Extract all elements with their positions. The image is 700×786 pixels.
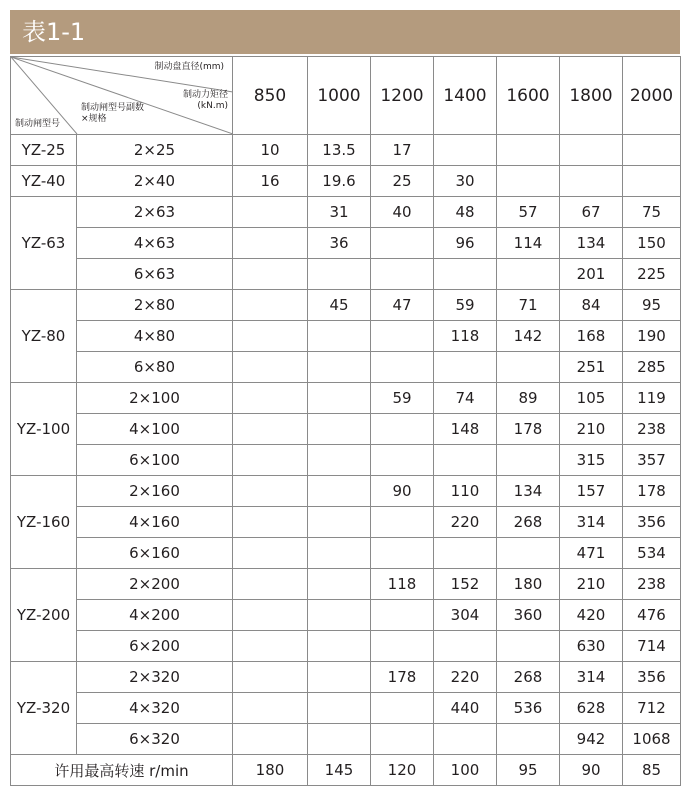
torque-value-cell: 16	[233, 166, 308, 197]
torque-value-cell	[233, 600, 308, 631]
torque-value-cell: 74	[434, 383, 497, 414]
torque-value-cell	[623, 135, 681, 166]
torque-value-cell	[371, 352, 434, 383]
torque-value-cell: 152	[434, 569, 497, 600]
spec-cell: 4×100	[77, 414, 233, 445]
spec-cell: 2×320	[77, 662, 233, 693]
torque-value-cell	[308, 445, 371, 476]
torque-value-cell: 17	[371, 135, 434, 166]
torque-value-cell: 420	[560, 600, 623, 631]
torque-value-cell	[497, 724, 560, 755]
torque-value-cell	[233, 383, 308, 414]
torque-value-cell: 148	[434, 414, 497, 445]
torque-value-cell: 220	[434, 662, 497, 693]
spec-cell: 4×63	[77, 228, 233, 259]
torque-value-cell: 476	[623, 600, 681, 631]
torque-value-cell	[560, 135, 623, 166]
torque-value-cell: 71	[497, 290, 560, 321]
torque-value-cell	[233, 228, 308, 259]
torque-value-cell	[308, 538, 371, 569]
torque-value-cell: 225	[623, 259, 681, 290]
table-row	[11, 538, 681, 569]
table-row	[11, 259, 681, 290]
torque-value-cell: 190	[623, 321, 681, 352]
table-row	[11, 166, 681, 197]
torque-value-cell	[308, 600, 371, 631]
torque-value-cell: 47	[371, 290, 434, 321]
table-row	[11, 228, 681, 259]
torque-value-cell: 440	[434, 693, 497, 724]
brake-model-cell: YZ-320	[11, 662, 77, 755]
torque-value-cell	[308, 321, 371, 352]
torque-value-cell	[308, 507, 371, 538]
table-row	[11, 290, 681, 321]
torque-value-cell	[233, 352, 308, 383]
torque-value-cell: 134	[560, 228, 623, 259]
torque-value-cell: 48	[434, 197, 497, 228]
max-speed-value-cell: 90	[560, 755, 623, 786]
spec-cell: 2×160	[77, 476, 233, 507]
torque-value-cell: 534	[623, 538, 681, 569]
torque-value-cell	[434, 352, 497, 383]
torque-value-cell: 356	[623, 662, 681, 693]
brake-model-cell: YZ-80	[11, 290, 77, 383]
torque-value-cell: 134	[497, 476, 560, 507]
diameter-header: 2000	[623, 57, 681, 135]
max-speed-value-cell: 100	[434, 755, 497, 786]
torque-value-cell: 96	[434, 228, 497, 259]
torque-value-cell: 142	[497, 321, 560, 352]
torque-value-cell	[233, 445, 308, 476]
header-row	[11, 57, 681, 135]
torque-value-cell	[623, 166, 681, 197]
max-speed-value-cell: 85	[623, 755, 681, 786]
brake-model-cell: YZ-63	[11, 197, 77, 290]
pairs-spec-label: 制动闸型号副数 ×规格	[81, 103, 145, 124]
spec-cell: 2×200	[77, 569, 233, 600]
torque-value-cell: 180	[497, 569, 560, 600]
table-row	[11, 383, 681, 414]
torque-value-cell: 118	[434, 321, 497, 352]
torque-value-cell	[434, 259, 497, 290]
diameter-header: 1000	[308, 57, 371, 135]
torque-value-cell: 628	[560, 693, 623, 724]
spec-cell: 4×160	[77, 507, 233, 538]
torque-value-cell: 90	[371, 476, 434, 507]
torque-value-cell	[371, 693, 434, 724]
brake-model-cell: YZ-100	[11, 383, 77, 476]
table-row	[11, 631, 681, 662]
torque-value-cell	[308, 383, 371, 414]
torque-value-cell	[434, 631, 497, 662]
brake-torque-table	[10, 56, 681, 786]
torque-value-cell	[308, 476, 371, 507]
torque-value-cell: 238	[623, 569, 681, 600]
max-speed-value-cell: 120	[371, 755, 434, 786]
torque-value-cell	[308, 352, 371, 383]
torque-value-cell: 304	[434, 600, 497, 631]
torque-value-cell	[434, 135, 497, 166]
torque-value-cell	[233, 662, 308, 693]
diameter-header: 1400	[434, 57, 497, 135]
torque-value-cell	[233, 693, 308, 724]
torque-value-cell	[233, 631, 308, 662]
torque-value-cell: 251	[560, 352, 623, 383]
torque-value-cell: 210	[560, 414, 623, 445]
torque-value-cell	[233, 259, 308, 290]
torque-value-cell	[371, 631, 434, 662]
torque-value-cell	[371, 724, 434, 755]
torque-value-cell: 114	[497, 228, 560, 259]
spec-cell: 6×100	[77, 445, 233, 476]
spec-cell: 2×63	[77, 197, 233, 228]
torque-value-cell	[371, 259, 434, 290]
table-row	[11, 662, 681, 693]
torque-value-cell	[308, 662, 371, 693]
torque-value-cell	[308, 259, 371, 290]
torque-value-cell: 119	[623, 383, 681, 414]
table-row	[11, 197, 681, 228]
torque-value-cell: 220	[434, 507, 497, 538]
torque-value-cell	[497, 135, 560, 166]
torque-value-cell	[308, 724, 371, 755]
torque-value-cell	[233, 538, 308, 569]
spec-cell: 6×160	[77, 538, 233, 569]
torque-value-cell	[308, 414, 371, 445]
torque-value-cell	[497, 352, 560, 383]
torque-value-cell: 178	[371, 662, 434, 693]
torque-value-cell: 268	[497, 662, 560, 693]
table-row	[11, 569, 681, 600]
torque-value-cell: 30	[434, 166, 497, 197]
torque-value-cell: 178	[497, 414, 560, 445]
spec-cell: 4×200	[77, 600, 233, 631]
torque-value-cell	[371, 414, 434, 445]
torque-value-cell: 285	[623, 352, 681, 383]
torque-value-cell	[371, 600, 434, 631]
torque-value-cell: 89	[497, 383, 560, 414]
table-row	[11, 507, 681, 538]
torque-value-cell	[434, 538, 497, 569]
torque-value-cell	[497, 538, 560, 569]
torque-value-cell: 315	[560, 445, 623, 476]
torque-value-cell: 268	[497, 507, 560, 538]
torque-value-cell: 31	[308, 197, 371, 228]
max-speed-row	[11, 755, 681, 786]
spec-cell: 2×25	[77, 135, 233, 166]
torque-value-cell: 36	[308, 228, 371, 259]
torque-value-cell: 471	[560, 538, 623, 569]
torque-value-cell	[497, 166, 560, 197]
torque-value-cell: 178	[623, 476, 681, 507]
torque-value-cell: 714	[623, 631, 681, 662]
spec-cell: 6×320	[77, 724, 233, 755]
table-row	[11, 135, 681, 166]
torque-value-cell: 360	[497, 600, 560, 631]
table-row	[11, 321, 681, 352]
torque-value-cell: 712	[623, 693, 681, 724]
torque-value-cell	[233, 321, 308, 352]
torque-value-cell	[233, 290, 308, 321]
spec-cell: 4×80	[77, 321, 233, 352]
table-row	[11, 600, 681, 631]
spec-cell: 6×63	[77, 259, 233, 290]
torque-value-cell	[233, 569, 308, 600]
table-row	[11, 445, 681, 476]
diameter-header: 1200	[371, 57, 434, 135]
torque-value-cell: 1068	[623, 724, 681, 755]
spec-cell: 2×80	[77, 290, 233, 321]
torque-value-cell	[308, 631, 371, 662]
torque-value-cell	[233, 507, 308, 538]
torque-value-cell: 10	[233, 135, 308, 166]
torque-value-cell: 150	[623, 228, 681, 259]
spec-cell: 4×320	[77, 693, 233, 724]
torque-value-cell	[308, 693, 371, 724]
torque-value-cell: 168	[560, 321, 623, 352]
brake-model-cell: YZ-160	[11, 476, 77, 569]
torque-value-cell	[434, 724, 497, 755]
torque-value-cell	[434, 445, 497, 476]
disc-diameter-label: 制动盘直径(mm)	[154, 62, 224, 72]
document	[10, 10, 680, 786]
torque-value-cell: 40	[371, 197, 434, 228]
spec-cell: 6×80	[77, 352, 233, 383]
max-speed-value-cell: 145	[308, 755, 371, 786]
torque-value-cell: 59	[434, 290, 497, 321]
torque-label: 制动力矩径 (kN.m)	[182, 90, 228, 111]
torque-value-cell	[560, 166, 623, 197]
torque-value-cell	[233, 414, 308, 445]
brake-model-cell: YZ-40	[11, 166, 77, 197]
table-title: 表1-1	[10, 10, 680, 54]
torque-value-cell: 25	[371, 166, 434, 197]
torque-value-cell: 314	[560, 507, 623, 538]
max-speed-label: 许用最高转速 r/min	[11, 755, 233, 786]
torque-value-cell: 110	[434, 476, 497, 507]
torque-value-cell	[233, 476, 308, 507]
diameter-header: 850	[233, 57, 308, 135]
diameter-header: 1600	[497, 57, 560, 135]
torque-value-cell	[371, 228, 434, 259]
table-row	[11, 352, 681, 383]
max-speed-value-cell: 180	[233, 755, 308, 786]
brake-model-cell: YZ-25	[11, 135, 77, 166]
torque-value-cell: 59	[371, 383, 434, 414]
torque-value-cell	[497, 259, 560, 290]
torque-value-cell	[233, 197, 308, 228]
table-row	[11, 724, 681, 755]
brake-model-label: 制动闸型号	[15, 119, 61, 129]
table-body	[11, 135, 681, 755]
torque-value-cell: 45	[308, 290, 371, 321]
torque-value-cell: 75	[623, 197, 681, 228]
brake-model-cell: YZ-200	[11, 569, 77, 662]
torque-value-cell: 630	[560, 631, 623, 662]
diameter-header: 1800	[560, 57, 623, 135]
table-row	[11, 476, 681, 507]
torque-value-cell	[497, 445, 560, 476]
torque-value-cell: 84	[560, 290, 623, 321]
table-row	[11, 414, 681, 445]
torque-value-cell: 942	[560, 724, 623, 755]
torque-value-cell: 357	[623, 445, 681, 476]
torque-value-cell: 536	[497, 693, 560, 724]
torque-value-cell: 57	[497, 197, 560, 228]
torque-value-cell: 118	[371, 569, 434, 600]
torque-value-cell	[371, 507, 434, 538]
torque-value-cell: 201	[560, 259, 623, 290]
torque-value-cell	[371, 538, 434, 569]
diagonal-header-cell	[11, 57, 233, 135]
torque-value-cell: 356	[623, 507, 681, 538]
torque-value-cell	[371, 321, 434, 352]
torque-value-cell: 95	[623, 290, 681, 321]
torque-value-cell: 67	[560, 197, 623, 228]
table-row	[11, 693, 681, 724]
torque-value-cell: 210	[560, 569, 623, 600]
max-speed-value-cell: 95	[497, 755, 560, 786]
torque-value-cell	[497, 631, 560, 662]
spec-cell: 6×200	[77, 631, 233, 662]
torque-value-cell	[233, 724, 308, 755]
torque-value-cell: 157	[560, 476, 623, 507]
spec-cell: 2×40	[77, 166, 233, 197]
torque-value-cell: 238	[623, 414, 681, 445]
spec-cell: 2×100	[77, 383, 233, 414]
torque-value-cell: 314	[560, 662, 623, 693]
torque-value-cell: 105	[560, 383, 623, 414]
torque-value-cell: 19.6	[308, 166, 371, 197]
torque-value-cell	[371, 445, 434, 476]
torque-value-cell: 13.5	[308, 135, 371, 166]
torque-value-cell	[308, 569, 371, 600]
